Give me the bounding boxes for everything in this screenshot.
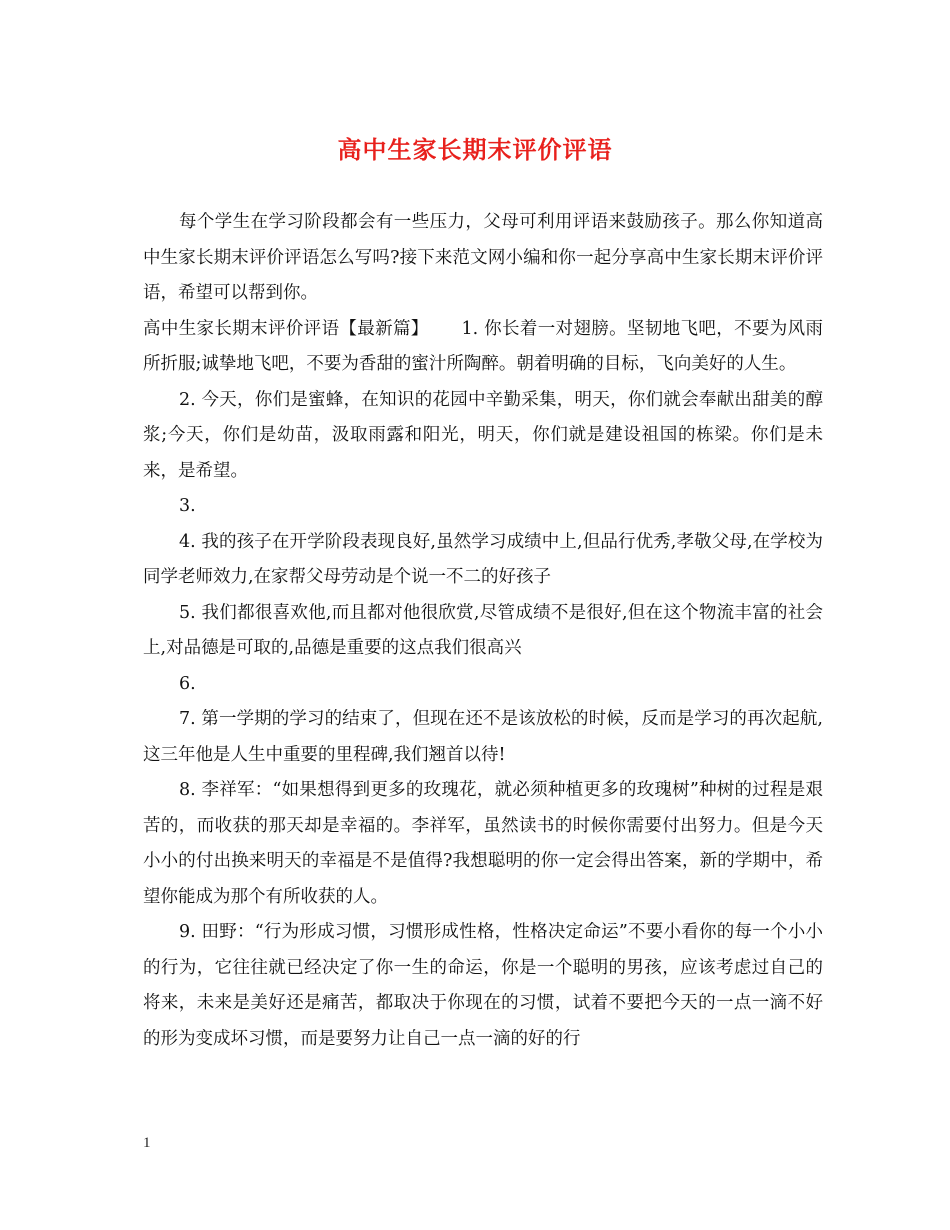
page-number: 1 <box>143 1135 151 1151</box>
paragraph-9: 9. 田野：“行为形成习惯，习惯形成性格，性格决定命运”不要小看你的每一个小小的行为，它往往就已经决定了你一生的命运，你是一个聪明的男孩，应该考虑过自己的将来，未来是美好还是痛苦，都取决于你现在的习惯，试着不要把今天的一点一滴不好的形为变成坏习惯，而是要努力让自己一点一滴的好的行 <box>143 922 823 1049</box>
paragraph-7: 7. 第一学期的学习的结束了，但现在还不是该放松的时候，反而是学习的再次起航,这三年他是人生中重要的里程碑,我们翘首以待! <box>143 709 823 765</box>
document-body <box>143 205 823 1057</box>
paragraph-6: 6. <box>179 673 196 694</box>
document-title: 高中生家长期末评价评语 <box>337 135 613 164</box>
paragraph-5: 5. 我们都很喜欢他,而且都对他很欣赏,尽管成绩不是很好,但在这个物流丰富的社会上,对品德是可取的,品德是重要的这点我们很高兴 <box>143 602 823 658</box>
paragraph-1: 高中生家长期末评价评语【最新篇】 1. 你长着一对翅膀。坚韧地飞吧，不要为风雨所折服;诚挚地飞吧，不要为香甜的蜜汁所陶醉。朝着明确的目标，飞向美好的人生。 <box>143 318 823 374</box>
paragraph-intro: 每个学生在学习阶段都会有一些压力，父母可利用评语来鼓励孩子。那么你知道高中生家长期末评价评语怎么写吗?接下来范文网小编和你一起分享高中生家长期末评价评语，希望可以帮到你。 <box>143 212 823 303</box>
paragraph-4: 4. 我的孩子在开学阶段表现良好,虽然学习成绩中上,但品行优秀,孝敬父母,在学校为同学老师效力,在家帮父母劳动是个说一不二的好孩子 <box>143 531 823 587</box>
paragraph-2: 2. 今天，你们是蜜蜂，在知识的花园中辛勤采集，明天，你们就会奉献出甜美的醇浆;今天，你们是幼苗，汲取雨露和阳光，明天，你们就是建设祖国的栋梁。你们是未来，是希望。 <box>143 389 823 481</box>
paragraph-3: 3. <box>179 496 196 516</box>
paragraph-8: 8. 李祥军：“如果想得到更多的玫瑰花，就必须种植更多的玫瑰树”种树的过程是艰苦的，而收获的那天却是幸福的。李祥军，虽然读书的时候你需要付出努力。但是今天小小的付出换来明天的幸福是不是值得?我想聪明的你一定会得出答案，新的学期中，希望你能成为那个有所收获的人。 <box>143 780 823 907</box>
